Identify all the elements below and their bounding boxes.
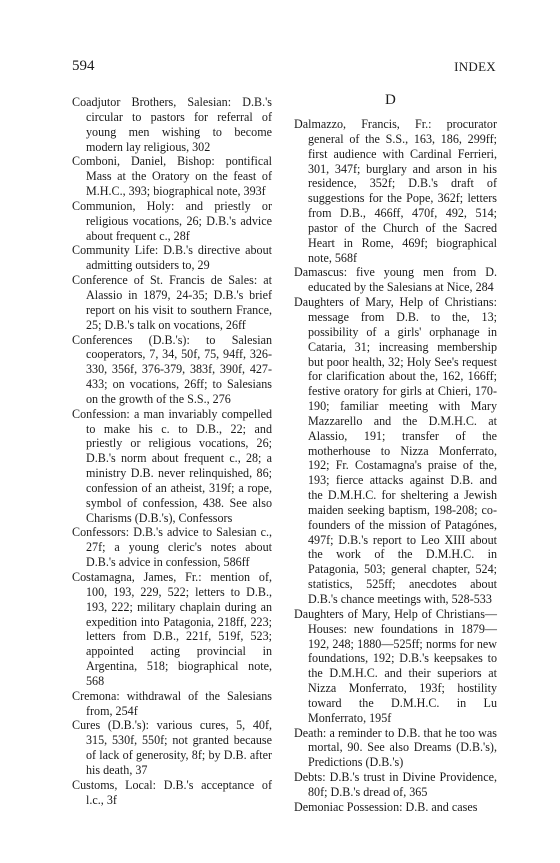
page-number: 594	[72, 58, 95, 74]
index-entry: Daughters of Mary, Help of Christians—Houses: new foundations in 1879—192, 248; 1880—525ff; norms for new foundations, 192; D.B.'s keepsakes to the D.M.H.C. and their superiors at Nizza Monferrato, 193f; hostility toward the D.M.H.C. in Lu Monferrato, 195f	[294, 606, 497, 725]
index-entry: Death: a reminder to D.B. that he too was mortal, 90. See also Dreams (D.B.'s), Predictions (D.B.'s)	[294, 725, 497, 770]
index-entry: Confession: a man invariably compelled to make his c. to D.B., 22; and priestly or religious vocations, 26; D.B.'s norm about frequent c., 28; a ministry D.B. never relinquished, 86; confession of an atheist, 319f; a rope, symbol of confession, 438. See also Charisms (D.B.'s), Confessors	[72, 406, 272, 525]
index-entry: Debts: D.B.'s trust in Divine Providence, 80f; D.B.'s dread of, 365	[294, 770, 497, 799]
index-entry: Costamagna, James, Fr.: mention of, 100, 193, 229, 522; letters to D.B., 193, 222; military chaplain during an expedition into Patagonia, 218ff, 223; letters from D.B., 221f, 519f, 523; appointed acting provincial in Argentina, 518; biographical note, 568	[72, 570, 272, 688]
index-column-left	[72, 95, 272, 808]
index-entry: Community Life: D.B.'s directive about admitting outsiders to, 29	[72, 243, 272, 273]
index-entry: Customs, Local: D.B.'s acceptance of l.c., 3f	[72, 777, 272, 807]
index-column-right	[294, 117, 497, 815]
section-letter: D	[385, 92, 396, 108]
index-entry: Cures (D.B.'s): various cures, 5, 40f, 315, 530f, 550f; not granted because of lack of generosity, 8f; by D.B. after his death, 37	[72, 718, 272, 777]
index-entry: Dalmazzo, Francis, Fr.: procurator general of the S.S., 163, 186, 299ff; first audience with Cardinal Ferrieri, 301, 347f; burglary and arson in his residence, 352f; D.B.'s draft of suggestions for the Pope, 362f; letters from D.B., 466ff, 470f, 492, 514; pastor of the Church of the Sacred Heart in Rome, 469f; biographical note, 568f	[294, 117, 497, 265]
index-entry: Conferences (D.B.'s): to Salesian cooperators, 7, 34, 50f, 75, 94ff, 326-330, 356f, 376-379, 383f, 390f, 427-433; on vocations, 26ff; to Salesians on the growth of the S.S., 276	[72, 332, 272, 406]
index-entry: Communion, Holy: and priestly or religious vocations, 26; D.B.'s advice about frequent c., 28f	[72, 198, 272, 243]
index-entry: Confessors: D.B.'s advice to Salesian c., 27f; a young cleric's notes about D.B.'s advice in confession, 586ff	[72, 525, 272, 570]
running-title: INDEX	[454, 59, 496, 74]
index-entry: Coadjutor Brothers, Salesian: D.B.'s circular to pastors for referral of young men wishing to become modern lay religious, 302	[72, 95, 272, 154]
index-entry: Damascus: five young men from D. educated by the Salesians at Nice, 284	[294, 265, 497, 295]
index-entry: Conference of St. Francis de Sales: at Alassio in 1879, 24-35; D.B.'s brief report on his visit to southern France, 25; D.B.'s talk on vocations, 26ff	[72, 273, 272, 332]
index-entry: Comboni, Daniel, Bishop: pontifical Mass at the Oratory on the feast of M.H.C., 393; biographical note, 393f	[72, 154, 272, 199]
index-entry: Daughters of Mary, Help of Christians: message from D.B. to the, 13; possibility of a girls' orphanage in Cataria, 31; increasing membership but poor health, 32; Holy See's request for clarification about the, 162, 166ff; festive oratory for girls at Chieri, 170-190; familiar meeting with Mary Mazzarello and the D.M.H.C. at Alassio, 191; transfer of the motherhouse to Nizza Monferrato, 192; Fr. Costamagna's praise of the, 193; fierce attacks against D.B. and the D.M.H.C. for sheltering a Jewish maiden seeking baptism, 198-208; co-founders of the mission of Patagónes, 497f; D.B.'s report to Leo XIII about the work of the D.M.H.C. in Patagonia, 503; general chapter, 524; statistics, 525ff; anecdotes about D.B.'s chance meetings with, 528-533	[294, 295, 497, 606]
index-entry: Demoniac Possession: D.B. and cases	[294, 799, 478, 814]
index-entry: Cremona: withdrawal of the Salesians from, 254f	[72, 688, 272, 718]
